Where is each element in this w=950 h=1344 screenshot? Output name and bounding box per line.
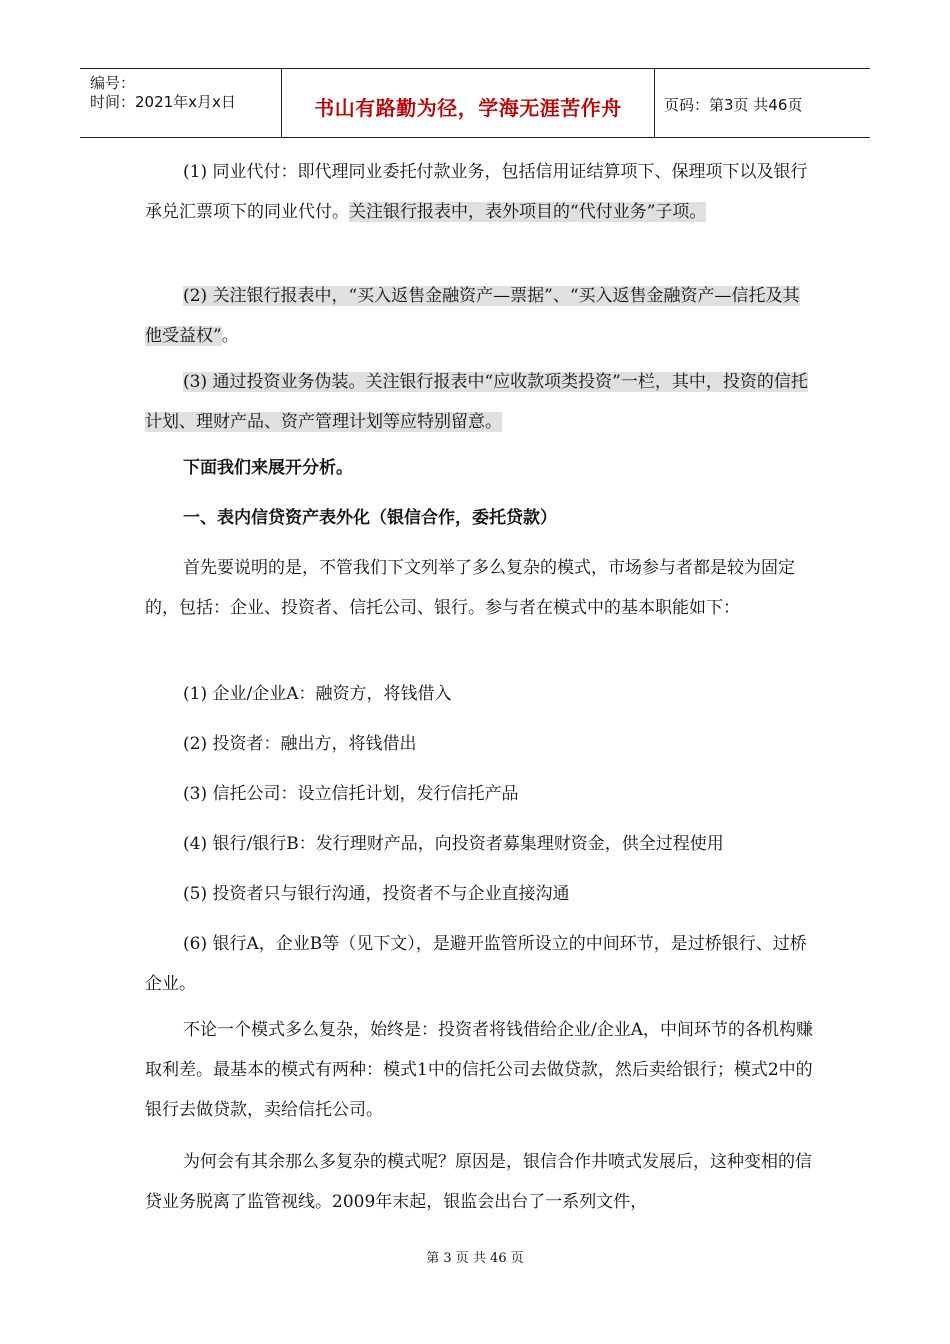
paragraph-investment-disguise — [145, 362, 815, 442]
paragraph-text: (1) 同业代付：即代理同业委托付款业务，包括信用证结算项下、保理项下以及银行承兑汇票项下的同业代付。 — [145, 162, 808, 222]
header-motto-cell — [281, 69, 655, 137]
paragraph-regulation: 为何会有其余那么多复杂的模式呢？原因是，银信合作井喷式发展后，这种变相的信贷业务脱离了监管视线。2009年末起，银监会出台了一系列文件， — [145, 1152, 812, 1212]
paragraph-participants: 首先要说明的是，不管我们下文列举了多么复杂的模式，市场参与者都是较为固定的，包括：企业、投资者、信托公司、银行。参与者在模式中的基本职能如下： — [145, 558, 795, 618]
highlighted-text: (3) 通过投资业务伪装。关注银行报表中“应收款项类投资”一栏，其中，投资的信托计划、理财产品、资产管理计划等应特别留意。 — [145, 372, 808, 432]
header-page-cell — [654, 69, 870, 137]
paragraph-interbank-payment — [145, 152, 815, 232]
list-item: (5) 投资者只与银行沟通，投资者不与企业直接沟通 — [183, 884, 570, 904]
header-motto: 书山有路勤为径，学海无涯苦作舟 — [314, 96, 622, 120]
paragraph-bridge-entities: (6) 银行A，企业B等（见下文），是避开监管所设立的中间环节，是过桥银行、过桥企业。 — [145, 934, 807, 994]
paragraph-reverse-repo — [145, 276, 815, 356]
paragraph-text: 。 — [221, 326, 239, 346]
page-header — [80, 68, 870, 138]
header-meta-cell — [80, 69, 280, 137]
list-item: (2) 投资者：融出方，将钱借出 — [183, 734, 417, 754]
highlighted-text: 关注银行报表中，表外项目的“代付业务”子项。 — [349, 202, 707, 222]
header-page-info: 页码：第3页 共46页 — [664, 96, 803, 114]
paragraph-basic-models: 不论一个模式多么复杂，始终是：投资者将钱借给企业/企业A，中间环节的各机构赚取利差。最基本的模式有两种：模式1中的信托公司去做贷款，然后卖给银行；模式2中的银行去做贷款，卖给信托公司。 — [145, 1020, 814, 1120]
document-date: 时间：2021年x月x日 — [90, 93, 236, 111]
intro-heading: 下面我们来展开分析。 — [183, 458, 353, 478]
list-item: (4) 银行/银行B：发行理财产品，向投资者募集理财资金，供全过程使用 — [183, 834, 724, 854]
document-number-label: 编号： — [90, 74, 136, 92]
page-footer: 第 3 页 共 46 页 — [426, 1251, 524, 1266]
highlighted-text: (2) 关注银行报表中，“买入返售金融资产—票据”、“买入返售金融资产—信托及其他受益权” — [145, 286, 800, 346]
section-heading: 一、表内信贷资产表外化（银信合作，委托贷款） — [183, 508, 557, 528]
list-item: (1) 企业/企业A：融资方，将钱借入 — [183, 684, 452, 704]
list-item: (3) 信托公司：设立信托计划，发行信托产品 — [183, 784, 519, 804]
